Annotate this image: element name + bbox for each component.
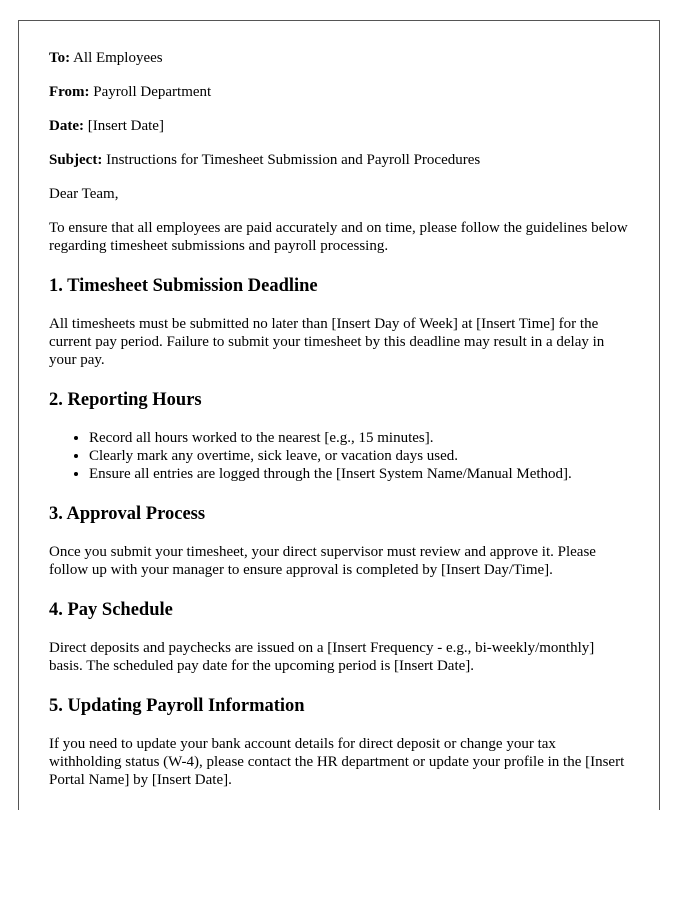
section-heading-deadline: 1. Timesheet Submission Deadline xyxy=(49,276,318,296)
memo-from-line xyxy=(49,83,629,101)
section-heading-reporting-hours: 2. Reporting Hours xyxy=(49,390,202,410)
greeting: Dear Team, xyxy=(49,186,119,202)
section-heading-approval: 3. Approval Process xyxy=(49,504,206,524)
memo-subject-label: Subject: xyxy=(49,152,103,168)
memo-subject-value: Instructions for Timesheet Submission and Payroll Procedures xyxy=(106,152,481,168)
memo-to-line xyxy=(49,49,629,67)
memo-date-label: Date: xyxy=(49,118,84,134)
section-body-updating-payroll: If you need to update your bank account details for direct deposit or change your tax withholding status (W-4), please contact the HR department or update your profile in the [Insert Portal Name] by [Insert Date]. xyxy=(49,736,625,788)
reporting-hours-list xyxy=(49,429,629,483)
list-item: • Ensure all entries are logged through the [Insert System Name/Manual Method]. xyxy=(89,465,629,483)
memo-to-label: To: xyxy=(49,50,71,66)
section-body-deadline: All timesheets must be submitted no later than [Insert Day of Week] at [Insert Time] for the current pay period. Failure to submit your timesheet by this deadline may result in a delay in your pay. xyxy=(49,316,605,368)
list-item: • Clearly mark any overtime, sick leave, or vacation days used. xyxy=(89,447,629,465)
intro-paragraph: To ensure that all employees are paid accurately and on time, please follow the guidelines below regarding timesheet submissions and payroll processing. xyxy=(49,220,628,254)
memo-subject-line xyxy=(49,151,629,169)
memo-from-value: Payroll Department xyxy=(93,84,212,100)
section-heading-pay-schedule: 4. Pay Schedule xyxy=(49,600,173,620)
section-body-approval: Once you submit your timesheet, your direct supervisor must review and approve it. Please follow up with your manager to ensure approval is completed by [Insert Day/Time]. xyxy=(49,544,596,578)
memo-document xyxy=(18,20,660,810)
memo-to-value: All Employees xyxy=(73,50,163,66)
section-body-pay-schedule: Direct deposits and paychecks are issued on a [Insert Frequency - e.g., bi-weekly/monthly] basis. The scheduled pay date for the upcoming period is [Insert Date]. xyxy=(49,640,595,674)
memo-date-line xyxy=(49,117,629,135)
section-heading-updating-payroll: 5. Updating Payroll Information xyxy=(49,696,305,716)
memo-from-label: From: xyxy=(49,84,90,100)
memo-date-value: [Insert Date] xyxy=(87,118,164,134)
list-item: • Record all hours worked to the nearest [e.g., 15 minutes]. xyxy=(89,429,629,447)
